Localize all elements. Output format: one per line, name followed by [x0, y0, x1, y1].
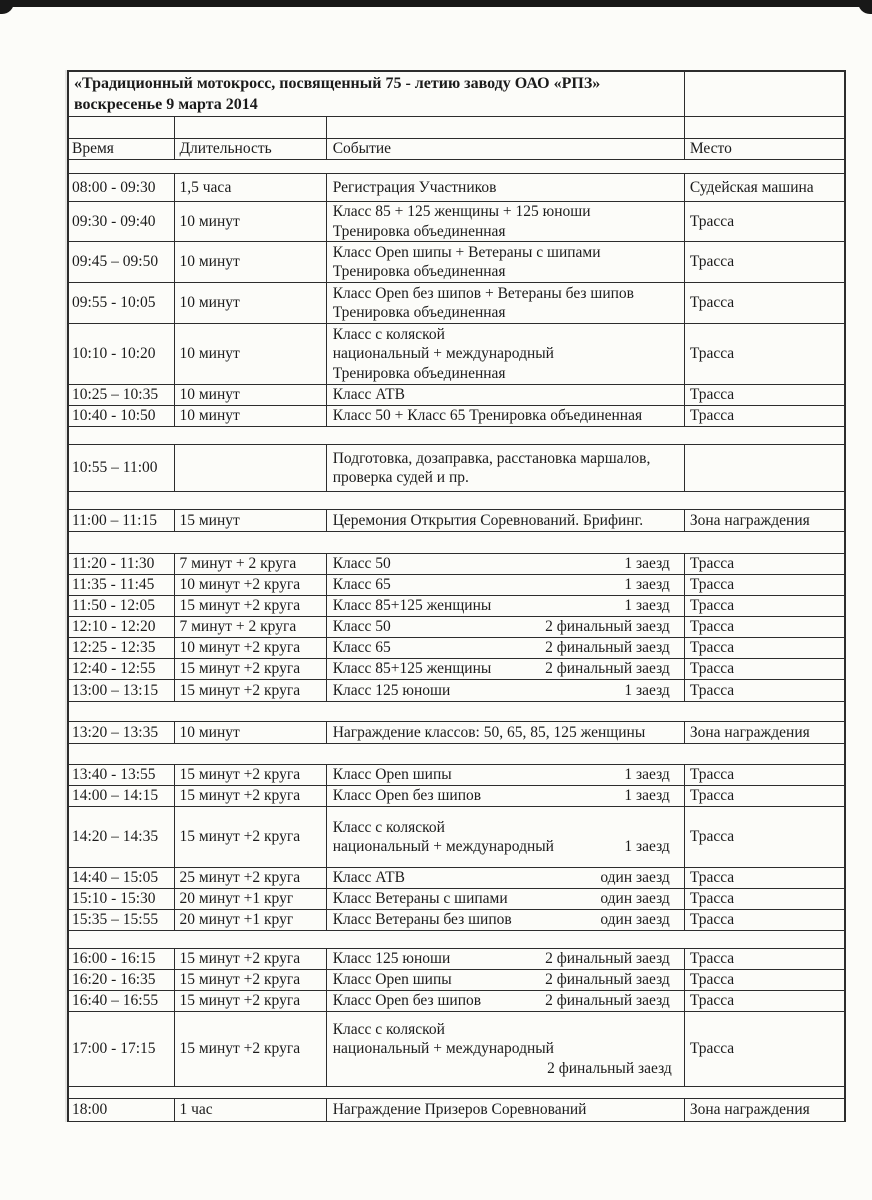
spacer-row — [67, 931, 846, 949]
table-row — [67, 554, 846, 575]
time-cell: 12:40 - 12:55 — [69, 659, 175, 679]
event-line — [333, 1039, 680, 1059]
duration-cell: 15 минут +2 круга — [175, 680, 326, 701]
duration-cell — [175, 445, 326, 491]
event-line — [333, 222, 680, 242]
place-cell: Трасса — [689, 828, 735, 846]
title-line-2: воскресенье 9 марта 2014 — [74, 96, 258, 113]
event-text: Класс 65 — [332, 576, 391, 594]
event-text: Класс Ветераны с шипами — [332, 890, 508, 908]
time-cell: 12:25 - 12:35 — [69, 638, 175, 658]
duration-cell: 25 минут +2 круга — [175, 868, 326, 888]
event-cell — [327, 991, 685, 1011]
event-text: Класс Open шипы — [332, 971, 452, 989]
event-text: Класс Open без шипов + Ветераны без шипов — [332, 284, 634, 302]
schedule-table — [67, 70, 846, 1122]
event-cell — [327, 970, 685, 990]
place-cell: Трасса — [689, 660, 735, 678]
event-note: 2 финальный заезд — [545, 639, 670, 657]
event-line — [333, 385, 680, 405]
time-cell: 10:25 – 10:35 — [69, 385, 175, 405]
event-note: 1 заезд — [624, 838, 670, 855]
spacer-cell — [69, 427, 844, 444]
event-line — [333, 468, 680, 488]
event-cell — [327, 1012, 685, 1086]
event-line — [333, 786, 680, 806]
time-cell: 11:35 - 11:45 — [69, 575, 175, 595]
event-line — [333, 723, 680, 743]
time-cell: 16:20 - 16:35 — [69, 970, 175, 990]
duration-cell: 1,5 часа — [175, 174, 326, 201]
event-note: 1 заезд — [624, 576, 670, 594]
time-cell: 18:00 — [69, 1099, 175, 1121]
event-cell — [327, 385, 685, 405]
time-cell: 13:40 - 13:55 — [69, 765, 175, 785]
place-cell: Трасса — [689, 345, 735, 363]
table-row — [67, 910, 846, 931]
event-cell — [327, 575, 685, 595]
event-line — [333, 1020, 680, 1040]
column-header-duration: Длительность — [175, 139, 326, 159]
time-cell: 09:55 - 10:05 — [69, 283, 175, 323]
event-text: Тренировка объединенная — [332, 304, 506, 321]
time-cell: 15:10 - 15:30 — [69, 889, 175, 909]
event-line — [333, 889, 680, 909]
event-line — [333, 262, 680, 282]
table-row — [67, 786, 846, 807]
event-text: Класс с коляской — [332, 818, 445, 836]
place-cell: Трасса — [689, 253, 735, 271]
place-cell: Трасса — [689, 787, 735, 805]
event-cell — [327, 1099, 685, 1121]
event-cell — [327, 638, 685, 658]
duration-cell: 15 минут +2 круга — [175, 807, 326, 867]
event-text: национальный + международный — [332, 1040, 554, 1058]
event-line — [333, 178, 680, 198]
event-line — [333, 243, 680, 263]
event-text: Тренировка объединенная — [332, 263, 506, 280]
event-cell — [327, 510, 685, 531]
table-row — [67, 1012, 846, 1087]
table-row — [67, 970, 846, 991]
table-row — [67, 868, 846, 889]
scan-artifact-top-edge — [0, 0, 872, 7]
place-cell: Трасса — [689, 766, 735, 784]
time-cell: 11:20 - 11:30 — [69, 554, 175, 574]
event-cell — [327, 445, 685, 491]
time-cell: 13:00 – 13:15 — [69, 680, 175, 701]
time-cell: 09:30 - 09:40 — [69, 202, 175, 241]
duration-cell: 10 минут — [175, 406, 326, 426]
event-line — [333, 344, 680, 364]
spacer-row — [67, 744, 846, 765]
event-text: Класс 125 юноши — [332, 681, 451, 699]
event-text: Класс 85+125 женщины — [332, 597, 492, 615]
table-row — [67, 765, 846, 786]
event-line — [333, 406, 680, 426]
event-line — [333, 837, 680, 857]
event-cell — [327, 596, 685, 616]
table-row — [67, 202, 846, 242]
spacer-row — [67, 532, 846, 554]
event-line — [333, 575, 680, 595]
event-cell — [327, 283, 685, 323]
place-cell: Трасса — [689, 294, 735, 312]
document-title — [69, 72, 685, 116]
duration-cell: 15 минут +2 круга — [175, 970, 326, 990]
event-note: 1 заезд — [624, 597, 670, 615]
event-line — [333, 325, 680, 345]
event-text: Класс Open шипы — [332, 766, 452, 784]
duration-cell: 20 минут +1 круг — [175, 910, 326, 930]
column-header-time: Время — [69, 139, 175, 159]
event-line — [333, 364, 680, 384]
event-line — [333, 638, 680, 658]
event-line — [333, 949, 680, 969]
spacer-row — [67, 117, 846, 139]
table-row — [67, 680, 846, 702]
event-cell — [327, 242, 685, 282]
place-cell: Зона награждения — [689, 511, 810, 529]
duration-cell: 20 минут +1 круг — [175, 889, 326, 909]
event-text: Класс Ветераны без шипов — [332, 911, 512, 929]
event-note: 1 заезд — [624, 787, 670, 805]
spacer-cell — [69, 744, 844, 764]
place-cell: Трасса — [689, 950, 735, 968]
duration-cell: 15 минут +2 круга — [175, 659, 326, 679]
table-row — [67, 242, 846, 283]
table-row — [67, 1099, 846, 1122]
place-cell: Трасса — [689, 407, 735, 425]
place-cell: Трасса — [689, 1040, 735, 1058]
duration-cell: 10 минут — [175, 283, 326, 323]
event-cell — [327, 910, 685, 930]
spacer-cell — [69, 160, 844, 173]
event-text: национальный + международный — [332, 345, 554, 363]
time-cell: 13:20 – 13:35 — [69, 722, 175, 743]
place-cell: Трасса — [689, 869, 735, 887]
duration-cell: 15 минут +2 круга — [175, 596, 326, 616]
event-text: Класс 50 — [332, 618, 391, 636]
event-line — [333, 284, 680, 304]
spacer-cell — [69, 1087, 844, 1098]
event-note: один заезд — [600, 869, 670, 887]
event-text: Тренировка объединенная — [332, 222, 506, 240]
event-cell — [327, 722, 685, 743]
table-row — [67, 659, 846, 680]
event-text: Тренировка объединенная — [332, 364, 506, 382]
place-cell — [685, 445, 844, 491]
table-row — [67, 991, 846, 1012]
table-row — [67, 445, 846, 492]
spacer-cell — [69, 931, 844, 948]
event-note: 2 финальный заезд — [545, 660, 670, 678]
spacer-cell — [327, 117, 685, 138]
event-text: Класс 125 юноши — [332, 950, 451, 968]
event-cell — [327, 949, 685, 969]
event-line — [333, 659, 680, 679]
event-note: 1 заезд — [624, 681, 670, 699]
place-cell: Судейская машина — [689, 178, 814, 196]
event-cell — [327, 324, 685, 384]
spacer-cell — [69, 117, 175, 138]
place-cell: Трасса — [689, 639, 735, 657]
event-text: проверка судей и пр. — [332, 469, 469, 486]
event-line — [333, 868, 680, 888]
event-note: 1 заезд — [624, 555, 670, 573]
event-note: 2 финальный заезд — [545, 618, 670, 636]
event-line — [333, 991, 680, 1011]
time-cell: 08:00 - 09:30 — [69, 174, 175, 201]
spacer-row — [67, 1087, 846, 1099]
duration-cell: 10 минут +2 круга — [175, 638, 326, 658]
spacer-cell — [69, 702, 844, 721]
event-text: Класс АТВ — [332, 386, 405, 404]
place-cell: Трасса — [689, 890, 735, 908]
event-line — [333, 554, 680, 574]
time-cell: 12:10 - 12:20 — [69, 617, 175, 637]
event-cell — [327, 868, 685, 888]
event-line — [333, 303, 680, 323]
time-cell: 10:40 - 10:50 — [69, 406, 175, 426]
title-line-1: «Традиционный мотокросс, посвященный 75 - летию заводу ОАО «РПЗ» — [74, 75, 601, 92]
table-row — [67, 174, 846, 202]
table-row — [67, 722, 846, 744]
column-header-place: Место — [689, 140, 732, 158]
duration-cell: 15 минут — [175, 510, 326, 531]
time-cell: 11:00 – 11:15 — [69, 510, 175, 531]
spacer-row — [67, 427, 846, 445]
title-empty-cell — [685, 72, 844, 116]
duration-cell: 10 минут — [175, 324, 326, 384]
spacer-cell — [175, 117, 326, 138]
event-line — [333, 596, 680, 616]
event-text: Класс Open шипы + Ветераны с шипами — [332, 243, 601, 261]
duration-cell: 10 минут +2 круга — [175, 575, 326, 595]
duration-cell: 7 минут + 2 круга — [175, 617, 326, 637]
event-text: Награждение классов: 50, 65, 85, 125 женщины — [332, 723, 646, 741]
event-text: Класс Open без шипов — [332, 992, 482, 1010]
event-cell — [327, 202, 685, 241]
place-cell: Зона награждения — [689, 1101, 810, 1119]
time-cell: 09:45 – 09:50 — [69, 242, 175, 282]
event-note: 2 финальный заезд — [545, 950, 670, 968]
event-cell — [327, 680, 685, 701]
event-cell — [327, 617, 685, 637]
time-cell: 10:55 – 11:00 — [69, 445, 175, 491]
event-text: Класс АТВ — [332, 869, 405, 887]
event-cell — [327, 807, 685, 867]
event-note: 2 финальный заезд — [545, 971, 670, 989]
table-row — [67, 324, 846, 385]
table-row — [67, 385, 846, 406]
event-cell — [327, 889, 685, 909]
table-row — [67, 638, 846, 659]
place-cell: Трасса — [689, 555, 735, 573]
table-row — [67, 510, 846, 532]
place-cell: Трасса — [689, 911, 735, 929]
event-text: Церемония Открытия Соревнований. Брифинг. — [332, 511, 644, 529]
event-text: Награждение Призеров Соревнований — [332, 1101, 587, 1119]
event-cell — [327, 406, 685, 426]
event-cell — [327, 786, 685, 806]
table-row — [67, 949, 846, 970]
event-note: 2 финальный заезд — [547, 1059, 672, 1077]
duration-cell: 1 час — [175, 1099, 326, 1121]
duration-cell: 10 минут — [175, 202, 326, 241]
event-line — [333, 202, 680, 222]
duration-cell: 15 минут +2 круга — [175, 786, 326, 806]
place-cell: Трасса — [689, 618, 735, 636]
table-row — [67, 889, 846, 910]
duration-cell: 15 минут +2 круга — [175, 991, 326, 1011]
place-cell: Трасса — [689, 597, 735, 615]
title-row — [67, 72, 846, 117]
event-line — [333, 1100, 680, 1120]
event-line — [333, 449, 680, 469]
event-cell — [327, 765, 685, 785]
spacer-row — [67, 492, 846, 510]
time-cell: 14:00 – 14:15 — [69, 786, 175, 806]
event-line — [333, 765, 680, 785]
table-row — [67, 575, 846, 596]
event-note: один заезд — [600, 890, 670, 908]
spacer-row — [67, 160, 846, 174]
event-line — [333, 617, 680, 637]
place-cell: Зона награждения — [689, 723, 810, 741]
event-cell — [327, 659, 685, 679]
time-cell: 15:35 – 15:55 — [69, 910, 175, 930]
event-cell — [327, 554, 685, 574]
time-cell: 14:20 – 14:35 — [69, 807, 175, 867]
event-cell — [327, 174, 685, 201]
place-cell: Трасса — [689, 971, 735, 989]
time-cell: 16:00 - 16:15 — [69, 949, 175, 969]
event-text: Класс 50 — [332, 555, 391, 573]
event-text: Класс с коляской — [332, 1020, 445, 1038]
place-cell: Трасса — [689, 992, 735, 1010]
duration-cell: 10 минут — [175, 385, 326, 405]
time-cell: 14:40 – 15:05 — [69, 868, 175, 888]
duration-cell: 10 минут — [175, 242, 326, 282]
header-row — [67, 139, 846, 160]
time-cell: 17:00 - 17:15 — [69, 1012, 175, 1086]
event-text: Класс Open без шипов — [332, 787, 482, 805]
event-text: Класс 85+125 женщины — [332, 660, 492, 678]
event-line — [333, 910, 680, 930]
duration-cell: 15 минут +2 круга — [175, 949, 326, 969]
duration-cell: 15 минут +2 круга — [175, 1012, 326, 1086]
event-note: 1 заезд — [624, 766, 670, 784]
table-row — [67, 807, 846, 868]
event-line — [333, 511, 680, 531]
time-cell: 11:50 - 12:05 — [69, 596, 175, 616]
time-cell: 10:10 - 10:20 — [69, 324, 175, 384]
place-cell: Трасса — [689, 681, 735, 699]
duration-cell: 15 минут +2 круга — [175, 765, 326, 785]
spacer-row — [67, 702, 846, 722]
event-text: Класс 85 + 125 женщины + 125 юноши — [332, 203, 591, 220]
spacer-cell — [685, 117, 844, 138]
table-row — [67, 596, 846, 617]
spacer-cell — [69, 492, 844, 509]
event-line — [333, 970, 680, 990]
duration-cell: 7 минут + 2 круга — [175, 554, 326, 574]
event-line — [333, 818, 680, 838]
column-header-event: Событие — [327, 139, 685, 159]
event-note: один заезд — [600, 911, 670, 929]
time-cell: 16:40 – 16:55 — [69, 991, 175, 1011]
table-row — [67, 617, 846, 638]
event-text: Класс с коляской — [332, 325, 445, 343]
table-row — [67, 283, 846, 324]
event-text: Класс 50 + Класс 65 Тренировка объединенная — [332, 407, 643, 425]
event-text: Регистрация Участников — [332, 178, 497, 196]
event-text: национальный + международный — [332, 838, 554, 855]
event-text: Подготовка, дозаправка, расстановка маршалов, — [332, 449, 651, 467]
duration-cell: 10 минут — [175, 722, 326, 743]
event-note: 2 финальный заезд — [545, 992, 670, 1010]
place-cell: Трасса — [689, 576, 735, 594]
place-cell: Трасса — [689, 386, 735, 404]
event-line — [333, 1059, 680, 1079]
event-line — [333, 681, 680, 701]
event-text: Класс 65 — [332, 639, 391, 657]
spacer-cell — [69, 532, 844, 553]
table-row — [67, 406, 846, 427]
place-cell: Трасса — [689, 212, 735, 230]
